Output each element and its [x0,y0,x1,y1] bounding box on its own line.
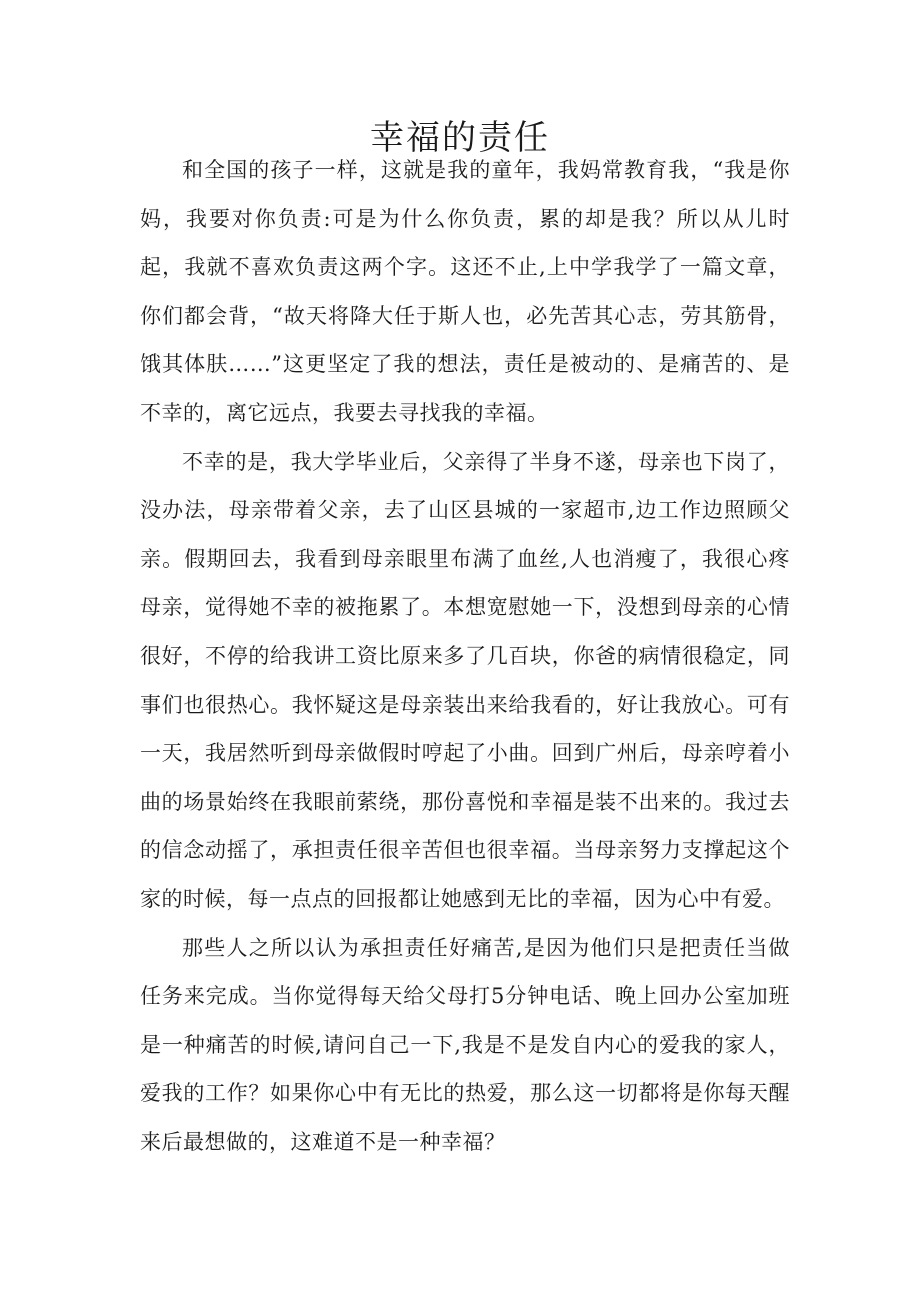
paragraph-3: 那些人之所以认为承担责任好痛苦,是因为他们只是把责任当做任务来完成。当你觉得每天给父母打5分钟电话、晚上回办公室加班是一种痛苦的时候,请问自己一下,我是不是发自内心的爱我的家人，爱我的工作？如果你心中有无比的热爱，那么这一切都将是你每天醒来后最想做的，这难道不是一种幸福？ [140,935,790,1154]
document-title: 幸福的责任 [370,118,550,158]
paragraph-1: 和全国的孩子一样，这就是我的童年，我妈常教育我，“我是你妈，我要对你负责:可是为什么你负责，累的却是我？所以从儿时起，我就不喜欢负责这两个字。这还不止,上中学我学了一篇文章，你们都会背，“故天将降大任于斯人也，必先苦其心志，劳其筋骨，饿其体肤……”这更坚定了我的想法，责任是被动的、是痛苦的、是不幸的，离它远点，我要去寻找我的幸福。 [140,158,790,425]
paragraph-2: 不幸的是，我大学毕业后，父亲得了半身不遂，母亲也下岗了，没办法，母亲带着父亲，去了山区县城的一家超市,边工作边照顾父亲。假期回去，我看到母亲眼里布满了血丝,人也消瘦了，我很心疼母亲，觉得她不幸的被拖累了。本想宽慰她一下，没想到母亲的心情很好，不停的给我讲工资比原来多了几百块，你爸的病情很稳定，同事们也很热心。我怀疑这是母亲装出来给我看的，好让我放心。可有一天，我居然听到母亲做假时哼起了小曲。回到广州后，母亲哼着小曲的场景始终在我眼前萦绕，那份喜悦和幸福是装不出来的。我过去的信念动摇了，承担责任很辛苦但也很幸福。当母亲努力支撑起这个家的时候，每一点点的回报都让她感到无比的幸福，因为心中有爱。 [140,449,790,911]
document-body [140,146,790,1166]
